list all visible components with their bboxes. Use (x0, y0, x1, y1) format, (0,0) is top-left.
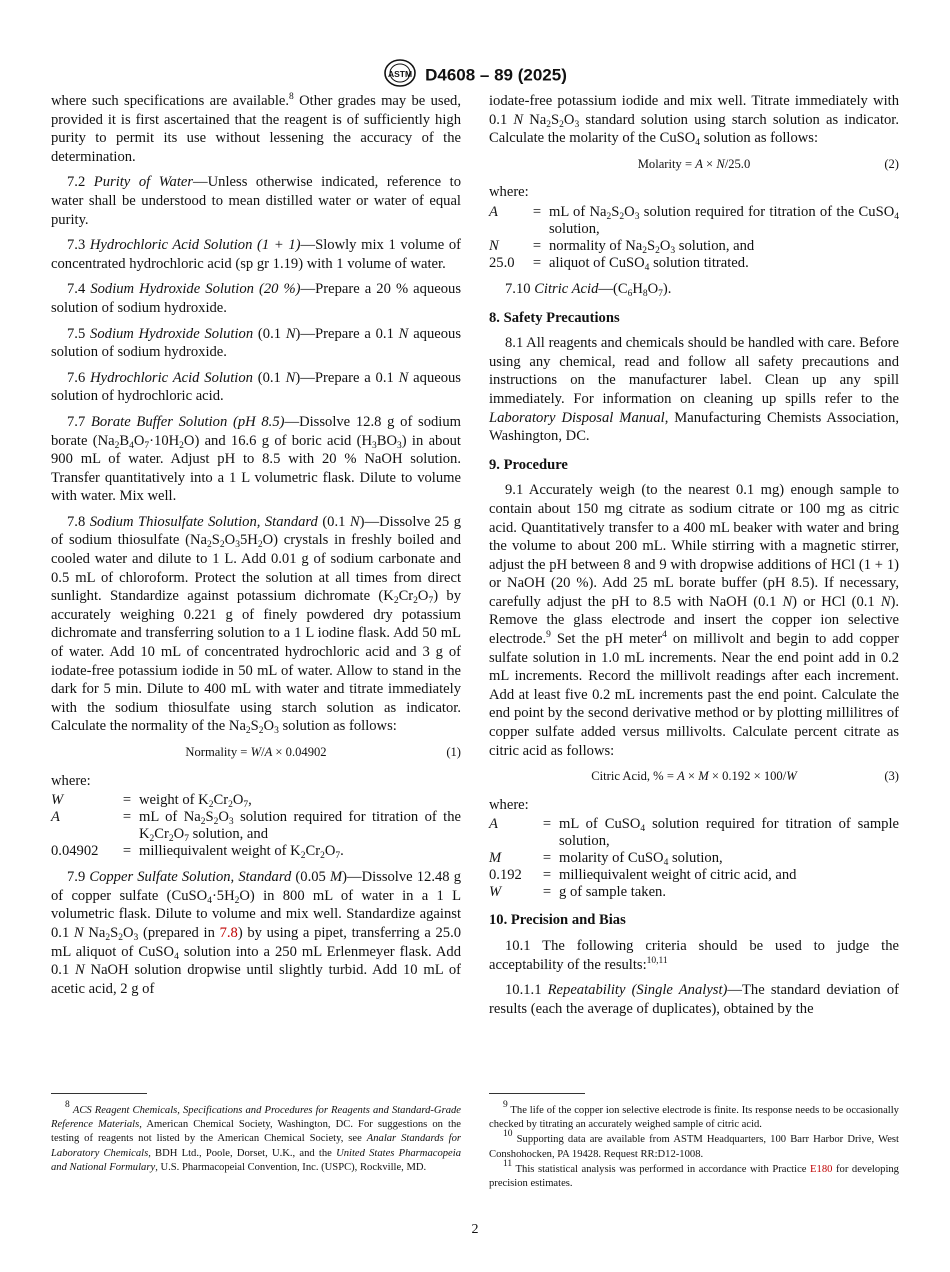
where-label: where: (489, 184, 529, 201)
section-7-5: 7.5 Sodium Hydroxide Solution (0.1 N)—Prepare a 0.1 N aqueous solution of sodium hydroxide. (51, 325, 462, 361)
equation-2: Molarity = A × N/25.0 (2) (489, 155, 899, 174)
where-label: where: (51, 772, 91, 789)
definition-row: W = g of sample taken. (489, 884, 666, 901)
equation-number: (2) (884, 156, 899, 171)
equation-1: Normality = W/A × 0.04902 (1) (51, 743, 461, 762)
footnote-divider (51, 1093, 147, 1094)
footnote-divider (489, 1093, 585, 1094)
section-7-6: 7.6 Hydrochloric Acid Solution (0.1 N)—Prepare a 0.1 N aqueous solution of hydrochloric acid. (51, 369, 461, 405)
section-7-7: 7.7 Borate Buffer Solution (pH 8.5)—Dissolve 12.8 g of sodium borate $(Na_2B_4O_7\cdot 10H_2O)$ and 16.6 g of boric acid $(H_3BO_3)$ in about 900 mL of water. Adjust pH to 8.5 with 20 % NaOH solution. Transfer quantitatively into a 1 L volumetric flask. Dilute to volume with water. Mix well. (51, 413, 461, 505)
section-7-8: 7.8 Sodium Thiosulfate Solution, Standard (0.1 N)—Dissolve 25 g of sodium thiosulfate $(Na_2S_2O_35H_2O)$ crystals in freshly boiled and cooled water and dilute to 1 L. Add 0.01 g of sodium carbonate and 0.5 mL of chloroform. Protect the solution at all times from direct sunlight. Standardize against potassium dichromate $(K_2Cr_2O_7)$ by accurately weighing 0.221 g of finely powdered dry potassium dichromate and transferring solution to a 1 L iodine flask. Add 50 mL of water. Add 10 mL of concentrated hydrochloric acid and 3 g of iodate-free potassium iodide in 50 mL of water. Allow to stand in the dark for 5 min. Dilute to 400 mL with water and titrate immediately with the sodium thiosulfate using starch solution as indicator. Calculate the normality of the $Na_2S_2O_3$ solution as follows: (51, 513, 461, 737)
footnotes-left (51, 1100, 462, 1176)
definition-row: A = mL of $Na_2S_2O_3$ solution required for titration of the $K_2Cr_2O_7$ solution, and (51, 809, 461, 845)
definition-row: M = molarity of CuSO$_4$ solution, (489, 850, 723, 869)
paragraph-cuso4-continued: iodate-free potassium iodide and mix well. Titrate immediately with 0.1 N $Na_2S_2O_3$ standard solution using starch solution as indicator. Calculate the molarity of the CuSO$_4$ solution as follows: (489, 93, 899, 149)
page-header (0, 58, 950, 93)
definition-row: A = mL of CuSO$_4$ solution required for titration of sample solution, (489, 816, 899, 850)
footnote-10: $^{10}$ Supporting data are available from ASTM Headquarters, 100 Barr Harbor Drive, West Conshohocken, PA 19428. Request RR:D12-1008. (489, 1129, 899, 1160)
heading-safety-precautions: 8. Safety Precautions (489, 309, 620, 326)
heading-procedure: 9. Procedure (489, 456, 568, 473)
equation-number: (1) (446, 745, 461, 759)
definition-row: 25.0 = aliquot of CuSO$_4$ solution titrated. (489, 254, 749, 273)
footnotes-right (489, 1100, 899, 1192)
footnote-9: $^9$ The life of the copper ion selective electrode is finite. Its response needs to be occasionally checked by titrating an accurately weighed sample of citric acid. (489, 1100, 899, 1131)
footnote-ref-9[interactable]: 9 (546, 630, 551, 641)
section-7-10: 7.10 Citric $Acid—(C_6H_8O_7)$. (505, 280, 672, 299)
footnote-11: $^{11}$ This statistical analysis was performed in accordance with Practice E180 for developing precision estimates. (489, 1158, 899, 1190)
right-column (489, 92, 899, 1025)
definition-row: A = mL of $Na_2S_2O_3$ solution required for titration of the CuSO$_4$ solution, (489, 203, 899, 237)
definition-row: N = normality of $Na_2S_2O_3$ solution, and (489, 237, 755, 256)
equation-number: (3) (884, 769, 899, 784)
heading-precision-bias: 10. Precision and Bias (489, 912, 626, 929)
footnote-ref-4[interactable]: 4 (662, 630, 667, 641)
definitions-3 (489, 816, 899, 901)
section-7-2: 7.2 Purity of Water—Unless otherwise indicated, reference to water shall be understood to mean distilled water or water of equal purity. (51, 174, 462, 228)
section-10-1: 10.1 The following criteria should be used to judge the acceptability of the results:$^{10,11}$ (489, 938, 899, 973)
section-10-1-1: 10.1.1 Repeatability (Single Analyst)—The standard deviation of results (each the average of duplicates), obtained by the (489, 982, 899, 1017)
page-number: 2 (471, 1222, 479, 1237)
paragraph-reagent-grade: where such specifications are available.$^8$ Other grades may be used, provided it is first ascertained that the reagent is of sufficiently high purity to permit its use without lessening the accuracy of the determination. (51, 92, 461, 165)
section-7-4: 7.4 Sodium Hydroxide Solution (20 %)—Prepare a 20 % aqueous solution of sodium hydroxide. (51, 281, 461, 316)
where-label: where: (489, 796, 529, 813)
link-e180[interactable]: E180 (810, 1163, 833, 1175)
left-column (51, 92, 461, 1005)
definitions-2 (489, 204, 899, 272)
astm-logo-icon (383, 58, 417, 93)
definition-row: 0.04902 = milliequivalent weight of $K_2Cr_2O_7$. (51, 843, 344, 862)
section-7-9: 7.9 Copper Sulfate Solution, Standard (0.05 M)—Dissolve 12.48 g of copper sulfate $(CuSO_4\cdot 5H_2O)$ in 800 mL of water in a 1 L volumetric flask. Dilute to volume and mix well. Standardize against 0.1 N $Na_2S_2O_3$ (prepared in 7.8) by using a pipet, transferring a 25.0 mL aliquot of CuSO$_4$ solution into a 250 mL Erlenmeyer flask. Add 0.1 N NaOH solution dropwise until slightly turbid. Add 10 mL of acetic acid, 2 g of (51, 869, 462, 997)
section-8-1: 8.1 All reagents and chemicals should be handled with care. Before using any chemical, read and follow all safety precautions and instructions on the manufacturer label. Clean up any spill immediately. For information on cleaning up spills refer to the Laboratory Disposal Manual, Manufacturing Chemists Association, Washington, DC. (489, 335, 899, 445)
document-id: D4608 – 89 (2025) (425, 65, 567, 85)
link-section-7-8[interactable]: 7.8 (219, 924, 238, 941)
footnote-8: $^8$ ACS Reagent Chemicals, Specifications and Procedures for Reagents and Standard-Grade Reference Materials, American Chemical Society, Washington, DC. For suggestions on the testing of reagents not listed by the American Chemical Society, see Analar Standards for Laboratory Chemicals, BDH Ltd., Poole, Dorset, U.K., and the United States Pharmacopeia and National Formulary, U.S. Pharmacopeial Convention, Inc. (USPC), Rockville, MD. (51, 1100, 462, 1173)
equation-3: Citric Acid, % = A × M × 0.192 × 100/W (3) (489, 767, 899, 786)
footnote-ref-10-11[interactable]: 10,11 (646, 955, 668, 966)
section-9-1: 9.1 Accurately weigh (to the nearest 0.1 mg) enough sample to contain about 150 mg citrate as sodium citrate or 100 mg as citric acid. Quantitatively transfer to a 400 mL beaker with water and bring the volume to about 200 mL. While stirring with a magnetic stirrer, adjust the pH between 8 and 9 with dropwise additions of HCl (1 + 1) or NaOH (20 %). Add 25 mL borate buffer (pH 8.5). If necessary, carefully adjust the pH to 8.5 with NaOH (0.1 N) or HCl (0.1 N). Remove the glass electrode and insert the copper ion selective electrode.$^9$ Set the pH meter$^4$ on millivolt and begin to add copper sulfate solution in 1.0 mL increments. Near the end point add in 0.2 mL increments. Record the millivolt readings after each increment. Add at least five 0.2 mL increments past the end point. Calculate the end point by the second derivative method or by plotting millilitres of copper sulfate added versus millivolts. Calculate percent citrate as citric acid as follows: (489, 482, 900, 759)
footnote-ref-8[interactable]: 8 (289, 92, 294, 102)
section-7-3: 7.3 Hydrochloric Acid Solution (1 + 1)—Slowly mix 1 volume of concentrated hydrochloric acid (sp gr 1.19) with 1 volume of water. (51, 237, 461, 272)
definition-row: W = weight of $K_2Cr_2O_7$, (51, 792, 252, 811)
definition-row: 0.192 = milliequivalent weight of citric acid, and (489, 867, 797, 884)
svg-text:ASTM: ASTM (388, 69, 413, 79)
definitions-1 (51, 792, 461, 860)
